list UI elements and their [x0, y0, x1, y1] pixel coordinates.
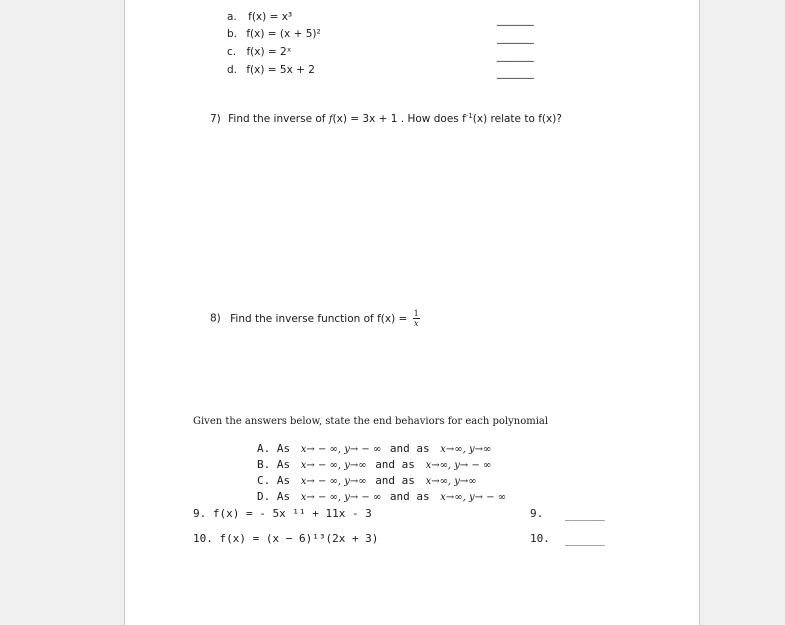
question-text-end: (x) relate to f(x)?	[472, 113, 562, 125]
option-left-behavior: x→ − ∞, y→∞	[300, 476, 367, 487]
answer-blank[interactable]: _______	[497, 14, 534, 26]
answer-blank[interactable]: ______	[565, 508, 605, 521]
answer-number: 9.	[530, 507, 544, 520]
question-text-after: (x) = 3x + 1 . How does f	[332, 113, 466, 125]
question-number: 7)	[210, 113, 221, 125]
option-left-behavior: x→ − ∞, y→∞	[300, 460, 367, 471]
option-letter: A. As	[257, 442, 291, 455]
document-page	[124, 0, 700, 625]
option-left-behavior: x→ − ∞, y→ − ∞	[300, 492, 382, 503]
item-label: d.	[227, 64, 238, 76]
answer-blank[interactable]: _______	[497, 50, 534, 62]
item-expression: f(x) = x³	[248, 11, 293, 23]
list-item	[227, 46, 291, 58]
option-right-behavior: x→∞, y→∞	[425, 476, 477, 487]
inverse-exponent: -1	[465, 112, 473, 120]
option-connector: and as	[389, 442, 430, 455]
option-connector: and as	[375, 458, 415, 471]
option-row	[257, 458, 491, 471]
option-letter: B. As	[257, 458, 291, 471]
question-8	[210, 309, 420, 328]
item-expression: f(x) = (x + 5)²	[246, 28, 321, 40]
question-7	[210, 112, 562, 125]
option-right-behavior: x→∞, y→ − ∞	[440, 492, 507, 503]
list-item	[227, 64, 315, 76]
fraction-numerator: 1	[413, 309, 419, 318]
option-connector: and as	[375, 474, 415, 487]
function-name: f	[328, 114, 333, 125]
option-letter: C. As	[257, 474, 291, 487]
question-number: 8)	[210, 312, 221, 325]
option-right-behavior: x→∞, y→∞	[440, 444, 492, 455]
list-item	[227, 11, 292, 23]
list-item	[227, 28, 321, 40]
option-connector: and as	[389, 490, 430, 503]
question-text-before: Find the inverse of	[228, 113, 329, 125]
fraction-denominator: x	[413, 319, 419, 328]
option-row	[257, 442, 491, 455]
fraction	[413, 309, 420, 328]
answer-blank[interactable]: _______	[497, 32, 534, 44]
option-letter: D. As	[257, 490, 291, 503]
item-expression: f(x) = 2ˣ	[246, 46, 292, 58]
section-instructions: Given the answers below, state the end behaviors for each polynomial	[193, 416, 549, 427]
question-text: Find the inverse function of f(x) =	[230, 312, 408, 325]
item-label: c.	[227, 46, 237, 58]
option-right-behavior: x→∞, y→ − ∞	[425, 460, 492, 471]
option-row	[257, 474, 477, 487]
option-left-behavior: x→ − ∞, y→ − ∞	[300, 444, 382, 455]
answer-blank[interactable]: ______	[565, 533, 605, 546]
answer-blank[interactable]: _______	[497, 67, 534, 79]
question-10: 10. f(x) = (x − 6)¹³(2x + 3)	[193, 532, 379, 545]
item-expression: f(x) = 5x + 2	[246, 64, 315, 76]
item-label: a.	[227, 11, 237, 23]
answer-number: 10.	[530, 532, 550, 545]
question-9: 9. f(x) = - 5x ¹¹ + 11x - 3	[193, 507, 372, 520]
option-row	[257, 490, 506, 503]
item-label: b.	[227, 28, 238, 40]
